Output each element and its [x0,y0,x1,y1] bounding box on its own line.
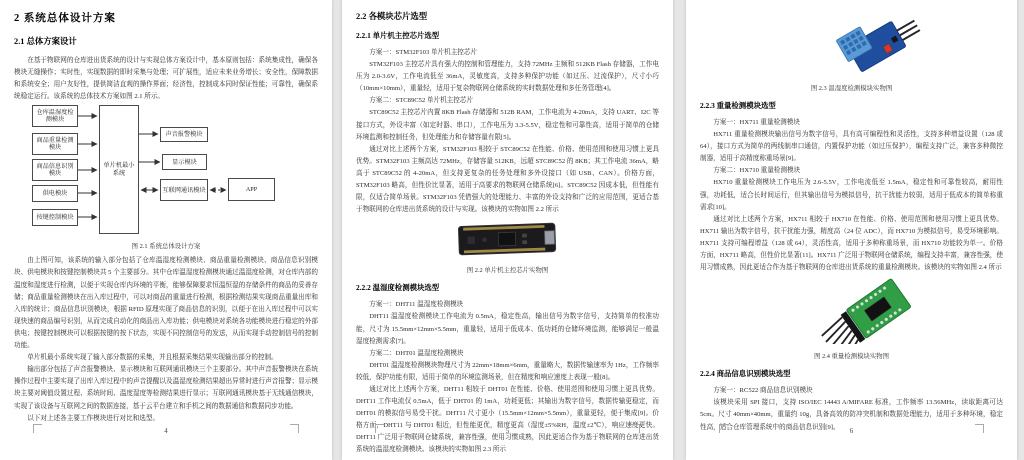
scheme-line: 方案一：RC522 商品信息识别模块 [713,387,813,395]
figure-2-3 [740,12,1003,81]
diagram-box-info-recognition: 商品信息识别模块 [32,159,78,181]
diagram-box-alarm: 声音报警模块 [160,127,208,142]
diagram-box-app: APP [228,178,275,201]
diagram-box-display: 显示模块 [162,154,207,170]
system-block-diagram [14,105,317,239]
subsubsection-title: 2.2.3 重量检测模块选型 [700,101,776,110]
paragraph: 通过对比上述两个方案，STM32F103 相较于 STC89C52 在性能、价格、使用范围和使用习惯上更具优势。STM32F103 主频高达 72MHz，存储容量 512KB，远超 STC89C52 的 8KB；其工作电流 36mA，略高于 STC89C52 的 4-20mA，但支持更复杂的任务处理和多外设接口（如 USB、CAN）。价格方面，STM32F103 略高，但性价比显著，适用于高要求的物联网仓储系统[6]。STC89C52 因成本低，但性能有限，仅适合简单场景。STM32F103 凭借强大的处理能力、丰富的外设支持和广泛的应用范围，更适合基于物联网的仓库进出货系统的设计与实现。该模块的实物如图 2.2 所示 [356,145,659,214]
scheme-line: 方案一：DHT11 温湿度检测模块 [369,301,464,309]
paragraph: 通过对比上述两个方案，HX711 相较于 HX710 在性能、价格、使用范围和使用习惯上更具优势。HX711 输出为数字信号，抗干扰能力强，精度高（24 位 ADC），而 HX710 为模拟信号，易受环境影响。HX711 支持可编程增益（128 或 64），灵活性高，适用于多种称重场景，而 HX710 功能较为单一。价格方面，HX711 略高，但性价比显著[11]。HX711 广泛用于物联网仓储系统，编程支持丰富，兼容性强，使用习惯成熟，因此更适合作为基于物联网的仓库进出货系统的重量检测模块。该模块的实物如图 2.4 所示 [700,215,1003,272]
paragraph: 通过对比上述两个方案，DHT11 相较于 DHT01 在性能、价格、使用范围和使用习惯上更具优势。DHT11 工作电流仅 0.5mA，低于 DHT01 的 1mA，功耗更低；其输出为数字信号，数据传输更稳定，而 DHT01 的模拟信号易受干扰。DHT11 尺寸更小（15.5mm×12mm×5.5mm），重量更轻，便于集成[9]。价格方面，DHT11 与 DHT01 相近，但性能更优，精度更高（湿度±5%RH，温度±2℃），响应速度更快。DHT11 广泛用于物联网仓储系统，兼容性强，使用习惯成熟，因此更适合作为基于物联网的仓库进出货系统的温湿度检测模块。该模块的实物如图 2.3 所示 [356,385,659,454]
document-page-4 [0,0,332,460]
subsection-title: 2.1 总体方案设计 [14,37,77,46]
subsection-title: 2.2 各模块芯片选型 [356,12,428,21]
document-page-5 [342,0,673,460]
figure-2-4 [730,278,1003,349]
paragraph: 输出部分包括了声音报警模块、显示模块和互联网通讯模块三个主要部分。其中声音报警模块在系统操作过程中主要实现了出库入库过程中的声音提醒以及温湿度检测结果超出异常时进行声音报警；显示模块主要对阈值设置过程、系统时间、温度湿度等检测结果进行显示；互联网通讯模块基于无线通信模块，实现了该设备与互联网之间的数据连接，基于云平台建立和手机之间的数据通信和数据同步功能。 [14,366,318,410]
diagram-box-temp-humidity: 仓库温湿度检测模块 [32,105,78,127]
hx711-module-photo [812,278,922,344]
paragraph: 以下对上述各主要工作模块进行对比和选型。 [27,414,160,422]
figure-2-2 [356,220,659,263]
scheme-line: 方案一：STM32F103 单片机主控芯片 [369,49,478,56]
dht11-module-photo [812,12,932,76]
diagram-box-mcu: 单片机最小系统 [99,105,139,234]
paragraph: HX710 重量检测模块工作电压为 2.6-5.5V，工作电流低至 1.5mA，稳定性和可靠性较高，耐用性强，功耗低，适合长时间运行，但其输出信号为模拟信号，抗干扰能力较弱，适用于低成本的简单称重需求[10]。 [700,179,1003,211]
paragraph: HX711 重量检测模块输出信号为数字信号，具有高可编程性和灵活性，支持多种增益设置（128 或 64），接口方式为简单的两线制串口通信，内置保护功能（如过压保护），编程支持广泛，兼容多种微控制器，适用于高精度称重场景[9]。 [700,131,1003,163]
paragraph: STM32F103 主控芯片具有强大的控制和管理能力，支持 72MHz 主频和 512KB Flash 存储器，工作电压为 2.0-3.6V，工作电流低至 36mA，灵敏度高，支持多种保护功能（如过压、过流保护），尺寸小巧（10mm×10mm），重量轻，适用于复杂物联网仓储系统的实时数据处理和多任务管理[4]。 [356,61,659,93]
diagram-box-weight: 商品重量检测模块 [32,133,78,155]
scheme-line: 方案一：HX711 重量检测模块 [713,119,800,126]
subsubsection-title: 2.2.1 单片机主控芯片选型 [356,31,440,40]
paragraph: 该模块采用 SPI 接口，支持 ISO/IEC 14443 A/MIFARE 标准，工作频率 13.56MHz，读取距离可达 5cm。尺寸 40mm×40mm，重量约 10g，具备高效的防冲突机制和数据处理能力，适用于多种环境，稳定性高，适合仓库管理系统中的商品信息识别[9]。 [700,399,1003,431]
diagram-box-internet: 互联网通讯模块 [160,179,208,201]
figure-2-4-caption: 图 2.4 重量检测模块实物图 [813,353,890,361]
paragraph: DHT01 温湿度检测模块物理尺寸为 22mm×18mm×6mm，重量略大，数据传输速率为 1Hz，工作频率较低，保护功能有限，适用于简单的环境监测场景，但在精度和响应速度上表现一般[8]。 [356,361,659,381]
subsubsection-title: 2.2.2 温湿度检测模块选型 [356,283,440,293]
section-title: 2 系统总体设计方案 [14,13,116,24]
figure-2-1-caption: 图 2.1 系统总体设计方案 [131,243,201,251]
figure-2-2-caption: 图 2.2 单片机主控芯片实物图 [466,267,549,275]
paragraph: DHT11 温湿度检测模块工作电流为 0.5mA，稳定性高，输出信号为数字信号，支持简单的校准功能，尺寸为 15.5mm×12mm×5.5mm，重量轻，适用于低成本、低功耗的仓储环境监测，能够满足一般温湿度检测需求[7]。 [356,313,659,345]
scheme-line: 方案二：DHT01 温湿度检测模块 [369,349,464,357]
paragraph: 由上图可知，该系统的输入部分包括了仓库温湿度检测模块、商品重量检测模块、商品信息识别模块、供电模块和按键控制模块共 5 个主要部分。其中仓库温湿度检测模块通过温湿度检测，对仓库内部的温度和湿度进行检测，以便于实现仓库内环境的平衡，能够保障要求恒温恒湿的存储条件的商品的妥善存储；商品重量检测模块在出入库过程中，可以对商品的重量进行检测，根据检测结果实现商品重量出库和入库的统计；商品信息识别模块，根据 RFID 原理实现了商品信息的识别，以便于在出入库过程中可以实现快速的商品编号识别，从而完成自动化的商品出入库功能；供电模块对系统各功能模块进行稳定的外部供电；按键控制模块可以根据按键的按下状态，实现不同控制信号的发送，从而实现手动控制信号的控制功能。 [14,257,318,350]
paragraph: STC89C52 主控芯片内置 8KB Flash 存储器和 512B RAM，工作电流为 4-20mA，支持 UART、I2C 等接口方式，外设丰富（如定时器、串口），工作电压为 3.3-5.5V，稳定性和可靠性高，适用于简单的仓储环境监测和控制任务，但处理能力和存储容量有限[5]。 [356,109,659,141]
stm32-board-photo [455,219,560,261]
page-number: 6 [849,427,854,435]
paragraph: 在基于物联网的仓库进出货系统的设计与实现总体方案设计中，基本原则包括：系统集成性，确保各模块无缝操作；实时性，实现数据的即时采集与处理；可扩展性，适应未来业务增长；安全性，保障数据和系统安全；用户友好性，提供简洁直观的操作界面；经济性，控制成本同时保证性能；可靠性，确保系统稳定运行。该系统的总体技术方案如图 2.1 所示。 [14,57,318,101]
page-number: 4 [164,427,168,435]
page-number: 5 [505,427,510,435]
figure-2-3-caption: 图 2.3 温湿度检测模块实物图 [810,85,893,92]
scheme-line: 方案二：HX710 重量检测模块 [713,167,801,175]
document-page-6 [686,0,1017,460]
diagram-box-key-control: 按键控制模块 [32,209,78,226]
subsubsection-title: 2.2.4 商品信息识别模块选型 [700,369,791,379]
paragraph: 单片机最小系统实现了输入部分数据的采集，并且根据采集结果实现输出部分的控制。 [27,354,278,362]
scheme-line: 方案二：STC89C52 单片机主控芯片 [369,97,474,105]
diagram-box-power: 供电模块 [32,185,78,202]
